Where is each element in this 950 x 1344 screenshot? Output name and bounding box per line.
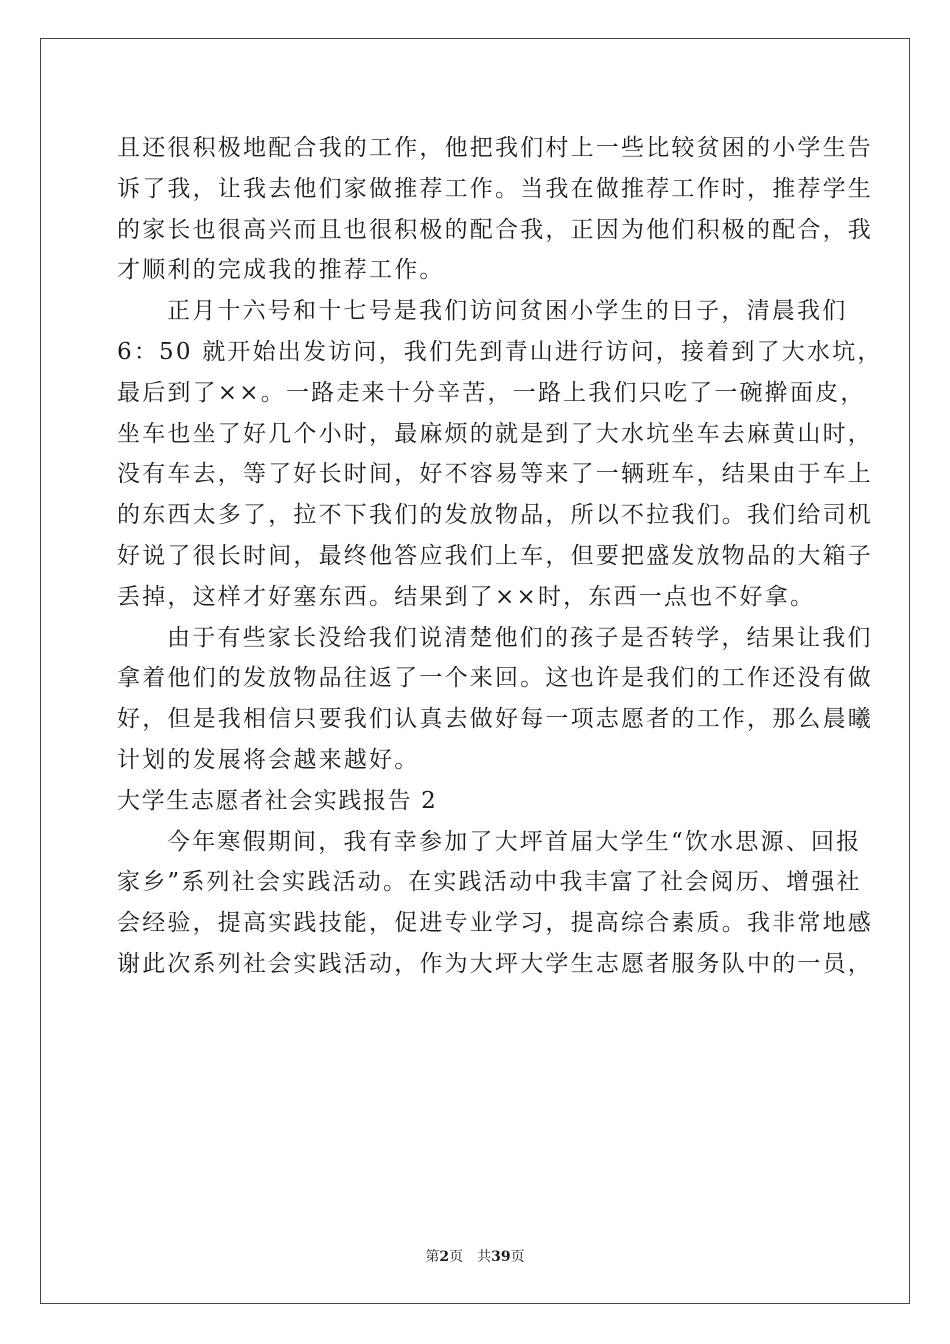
total-prefix: 共 [477, 1249, 492, 1265]
text-line: 的家长也很高兴而且也很积极的配合我，正因为他们积极的配合，我 [117, 216, 873, 243]
current-page-number: 2 [439, 1249, 450, 1265]
text-line: 才顺利的完成我的推荐工作。 [117, 257, 445, 284]
text-line: 拿着他们的发放物品往返了一个来回。这也许是我们的工作还没有做 [117, 665, 873, 692]
text-line: 好，但是我相信只要我们认真去做好每一项志愿者的工作，那么晨曦 [117, 706, 873, 733]
paragraph-start-line: 今年寒假期间，我有幸参加了大坪首届大学生“饮水思源、回报 [167, 828, 862, 855]
text-line: 的东西太多了，拉不下我们的发放物品，所以不拉我们。我们给司机 [117, 502, 873, 529]
paragraph-start-line: 正月十六号和十七号是我们访问贫困小学生的日子，清晨我们 [167, 298, 848, 325]
text-line: 最后到了××。一路走来十分辛苦，一路上我们只吃了一碗擀面皮， [117, 379, 866, 406]
text-line: 家乡”系列社会实践活动。在实践活动中我丰富了社会阅历、增强社 [117, 869, 862, 896]
text-line: 没有车去，等了好长时间，好不容易等来了一辆班车，结果由于车上 [117, 461, 873, 488]
text-line: 计划的发展将会越来越好。 [117, 746, 420, 773]
text-line: 且还很积极地配合我的工作，他把我们村上一些比较贫困的小学生告 [117, 135, 873, 161]
page-prefix: 第 [425, 1249, 440, 1265]
paragraph-start-line: 由于有些家长没给我们说清楚他们的孩子是否转学，结果让我们 [167, 624, 873, 651]
page-footer [0, 1248, 950, 1266]
total-page-count: 39 [491, 1249, 511, 1265]
text-line: 会经验，提高实践技能，促进专业学习，提高综合素质。我非常地感 [117, 910, 873, 937]
text-line: 6：50 就开始出发访问，我们先到青山进行访问，接着到了大水坑， [117, 338, 883, 365]
section-heading: 大学生志愿者社会实践报告 2 [117, 787, 438, 814]
text-line: 谢此次系列社会实践活动，作为大坪大学生志愿者服务队中的一员， [117, 950, 873, 977]
document-body [117, 128, 883, 985]
text-line: 好说了很长时间，最终他答应我们上车，但要把盛发放物品的大箱子 [117, 542, 873, 569]
page-suffix: 页 [449, 1249, 464, 1265]
text-line: 坐车也坐了好几个小时，最麻烦的就是到了大水坑坐车去麻黄山时， [117, 420, 873, 447]
text-line: 诉了我，让我去他们家做推荐工作。当我在做推荐工作时，推荐学生 [117, 175, 873, 202]
text-line: 丢掉，这样才好塞东西。结果到了××时，东西一点也不好拿。 [117, 583, 816, 610]
total-suffix: 页 [510, 1249, 525, 1265]
